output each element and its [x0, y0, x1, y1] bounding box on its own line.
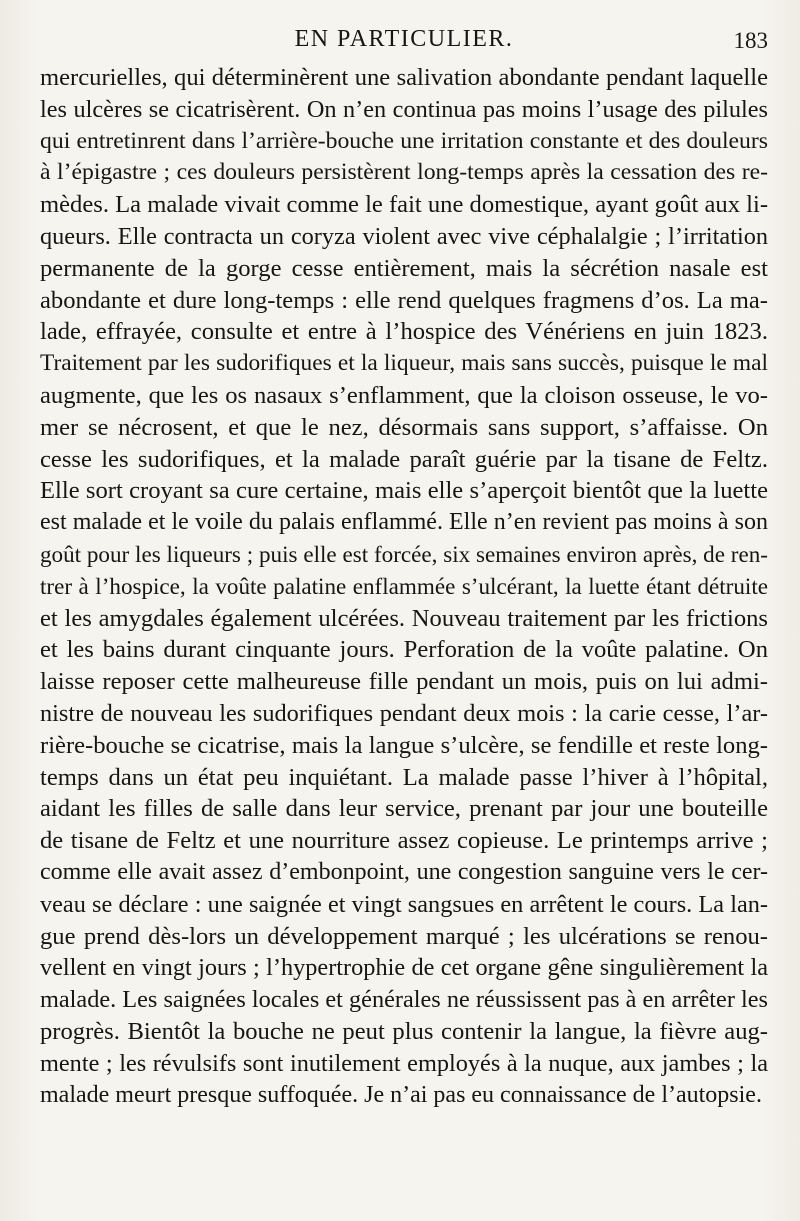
text-line: trer à l’hospice, la voûte palatine enflammée s’ulcérant, la luette étant détruite [40, 572, 768, 599]
text-line: laisse reposer cette malheureuse fille pendant un mois, puis on lui admi- [40, 668, 768, 696]
text-line: malade. Les saignées locales et générales ne réussissent pas à en arrêter les [40, 986, 768, 1014]
text-line: queurs. Elle contracta un coryza violent avec vive céphalalgie ; l’irritation [40, 222, 768, 250]
text-line: veau se déclare : une saignée et vingt sangsues en arrêtent le cours. La lan- [40, 890, 768, 918]
body-paragraph [40, 62, 768, 1111]
page-header [40, 22, 768, 58]
text-line: augmente, que les os nasaux s’enflamment, que la cloison osseuse, le vo- [40, 381, 768, 409]
text-line: et les amygdales également ulcérées. Nouveau traitement par les frictions [40, 604, 768, 632]
text-line: comme elle avait assez d’embonpoint, une congestion sanguine vers le cer- [40, 858, 768, 885]
text-line: les ulcères se cicatrisèrent. On n’en continua pas moins l’usage des pilules [40, 95, 768, 123]
text-line: nistre de nouveau les sudorifiques pendant deux mois : la carie cesse, l’ar- [40, 699, 768, 727]
text-line: mer se nécrosent, et que le nez, désormais sans support, s’affaisse. On [40, 413, 768, 441]
text-line: et les bains durant cinquante jours. Perforation de la voûte palatine. On [40, 636, 768, 664]
text-line: Traitement par les sudorifiques et la liqueur, mais sans succès, puisque le mal [40, 350, 768, 377]
text-line: progrès. Bientôt la bouche ne peut plus contenir la langue, la fièvre aug- [40, 1017, 768, 1045]
text-line: mercurielles, qui déterminèrent une salivation abondante pendant laquelle [40, 64, 768, 91]
text-line: mente ; les révulsifs sont inutilement employés à la nuque, aux jambes ; la [40, 1049, 768, 1077]
text-line: abondante et dure long-temps : elle rend quelques fragmens d’os. La ma- [40, 286, 768, 314]
text-line: cesse les sudorifiques, et la malade paraît guérie par la tisane de Feltz. [40, 445, 768, 473]
text-line: temps dans un état peu inquiétant. La malade passe l’hiver à l’hôpital, [40, 763, 768, 791]
text-line: Elle sort croyant sa cure certaine, mais elle s’aperçoit bientôt que la luette [40, 477, 768, 505]
running-title: EN PARTICULIER. [294, 26, 514, 52]
text-line: permanente de la gorge cesse entièrement, mais la sécrétion nasale est [40, 254, 768, 282]
text-line: malade meurt presque suffoquée. Je n’ai pas eu connaissance de l’autopsie. [40, 1081, 762, 1108]
text-line: rière-bouche se cicatrise, mais la langue s’ulcère, se fendille et reste long- [40, 731, 768, 759]
text-line: lade, effrayée, consulte et entre à l’hospice des Vénériens en juin 1823. [40, 318, 768, 346]
text-line: gue prend dès-lors un développement marqué ; les ulcérations se renou- [40, 922, 768, 950]
text-line: mèdes. La malade vivait comme le fait une domestique, ayant goût aux li- [40, 191, 769, 219]
text-line: vellent en vingt jours ; l’hypertrophie de cet organe gêne singulièrement la [40, 954, 768, 982]
text-line: goût pour les liqueurs ; puis elle est forcée, six semaines environ après, de ren- [40, 540, 768, 567]
text-line: est malade et le voile du palais enflammé. Elle n’en revient pas moins à son [40, 509, 768, 536]
text-line: de tisane de Feltz et une nourriture assez copieuse. Le printemps arrive ; [40, 827, 768, 855]
text-line: aidant les filles de salle dans leur service, prenant par jour une bouteille [40, 795, 768, 823]
text-line: à l’épigastre ; ces douleurs persistèrent long-temps après la cessation des re- [40, 159, 768, 186]
text-line: qui entretinrent dans l’arrière-bouche une irritation constante et des douleurs [40, 127, 768, 154]
page-number: 183 [733, 28, 768, 53]
